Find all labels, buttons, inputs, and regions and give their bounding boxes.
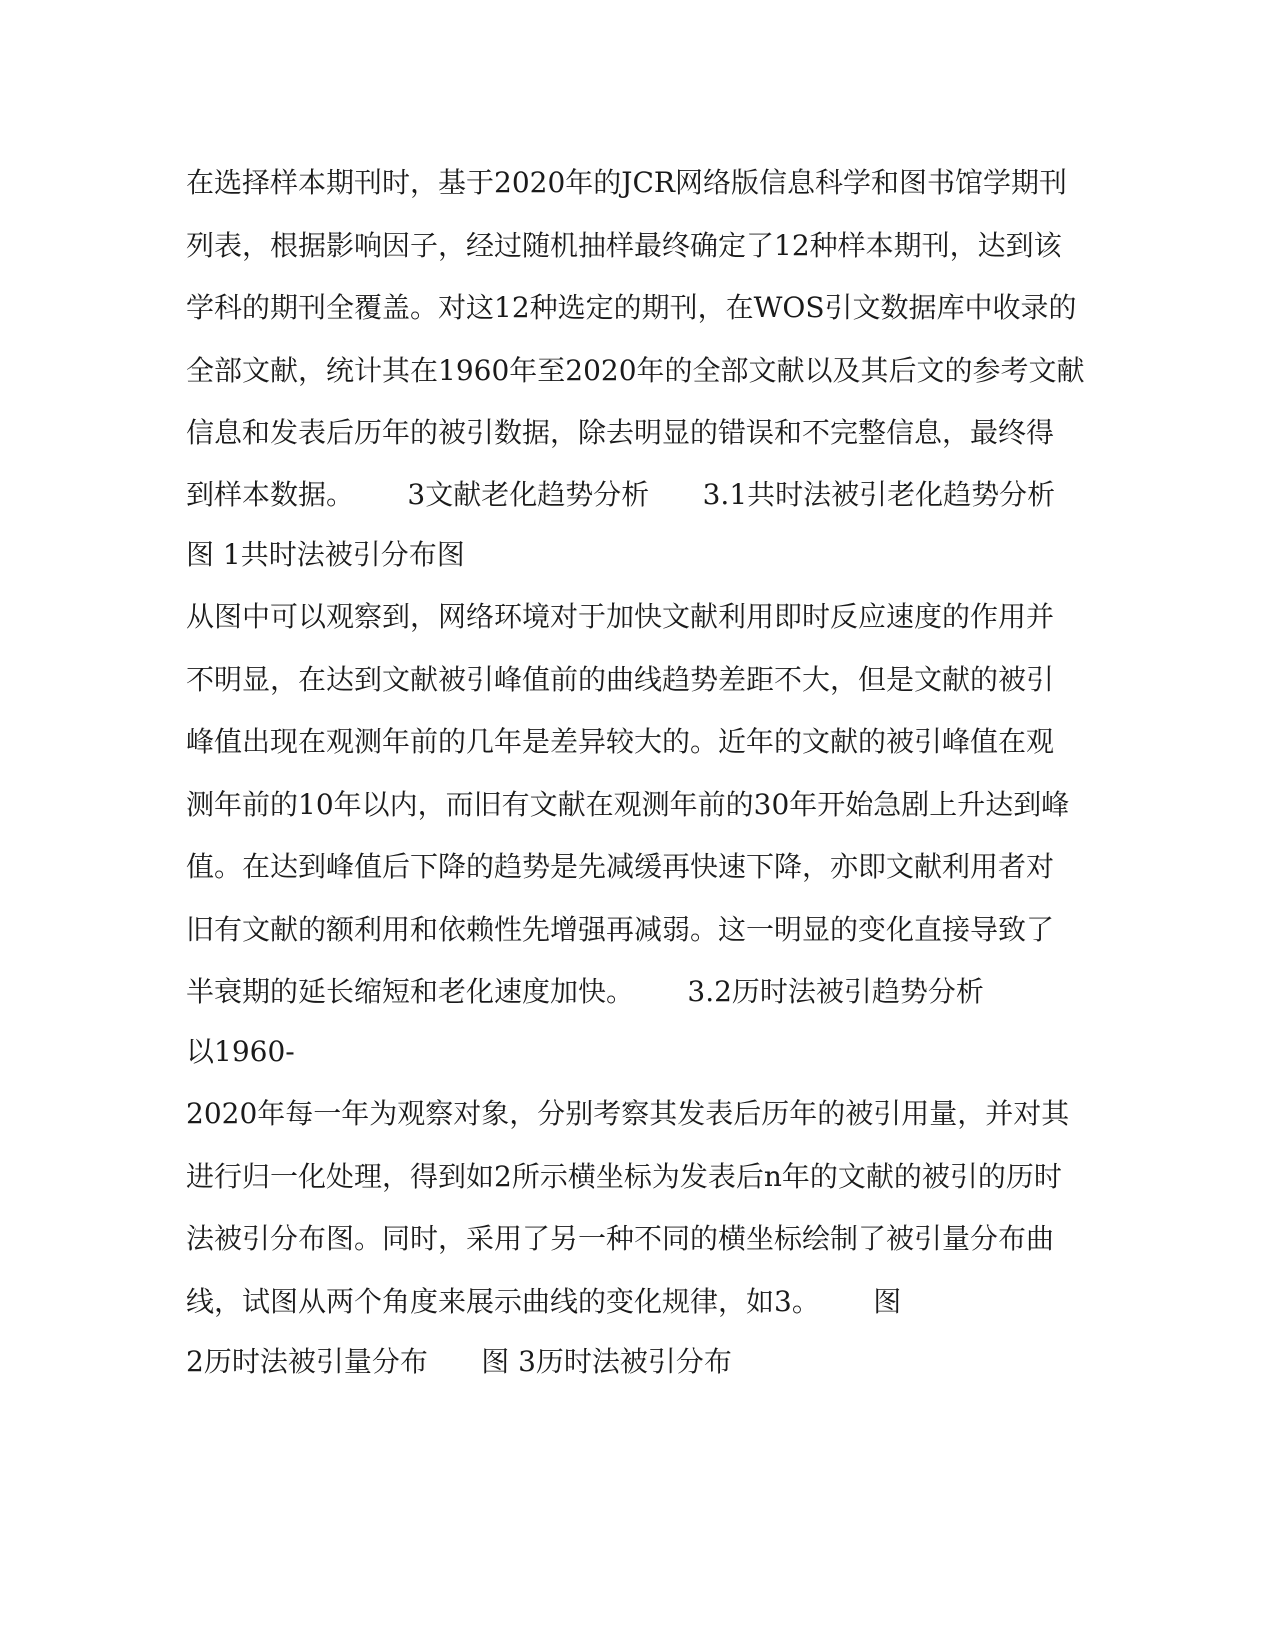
text-line-16: 2020年每一年为观察对象，分别考察其发表后历年的被引用量，并对其 [186, 1097, 1070, 1130]
text-line-17: 进行归一化处理，得到如2所示横坐标为发表后n年的文献的被引的历时 [186, 1160, 1062, 1193]
text-line-15: 以1960- [186, 1035, 295, 1068]
text-line-5: 信息和发表后历年的被引数据，除去明显的错误和不完整信息，最终得 [186, 416, 1055, 449]
text-line-9: 不明显，在达到文献被引峰值前的曲线趋势差距不大，但是文献的被引 [186, 663, 1055, 696]
text-line-11: 测年前的10年以内，而旧有文献在观测年前的30年开始急剧上升达到峰 [186, 788, 1070, 821]
text-line-4: 全部文献，统计其在1960年至2020年的全部文献以及其后文的参考文献 [186, 354, 1085, 387]
text-line-12: 值。在达到峰值后下降的趋势是先减缓再快速下降，亦即文献利用者对 [186, 850, 1055, 883]
figure-captions-2-3: 2历时法被引量分布 图 3历时法被引分布 [186, 1345, 732, 1378]
text-line-13: 旧有文献的额利用和依赖性先增强再减弱。这一明显的变化直接导致了 [186, 913, 1055, 946]
text-line-8: 从图中可以观察到，网络环境对于加快文献利用即时反应速度的作用并 [186, 600, 1055, 633]
text-line-19: 线，试图从两个角度来展示曲线的变化规律，如3。 图 [186, 1285, 902, 1318]
text-line-6: 到样本数据。 3文献老化趋势分析 3.1共时法被引老化趋势分析 [186, 478, 1056, 511]
figure-caption-1: 图 1共时法被引分布图 [186, 538, 465, 571]
text-line-2: 列表，根据影响因子，经过随机抽样最终确定了12种样本期刊，达到该 [186, 229, 1062, 262]
text-line-18: 法被引分布图。同时，采用了另一种不同的横坐标绘制了被引量分布曲 [186, 1222, 1055, 1255]
text-line-10: 峰值出现在观测年前的几年是差异较大的。近年的文献的被引峰值在观 [186, 725, 1055, 758]
text-line-3: 学科的期刊全覆盖。对这12种选定的期刊，在WOS引文数据库中收录的 [186, 291, 1077, 324]
text-line-14: 半衰期的延长缩短和老化速度加快。 3.2历时法被引趋势分析 [186, 975, 984, 1008]
text-line-1: 在选择样本期刊时，基于2020年的JCR网络版信息科学和图书馆学期刊 [186, 166, 1067, 199]
